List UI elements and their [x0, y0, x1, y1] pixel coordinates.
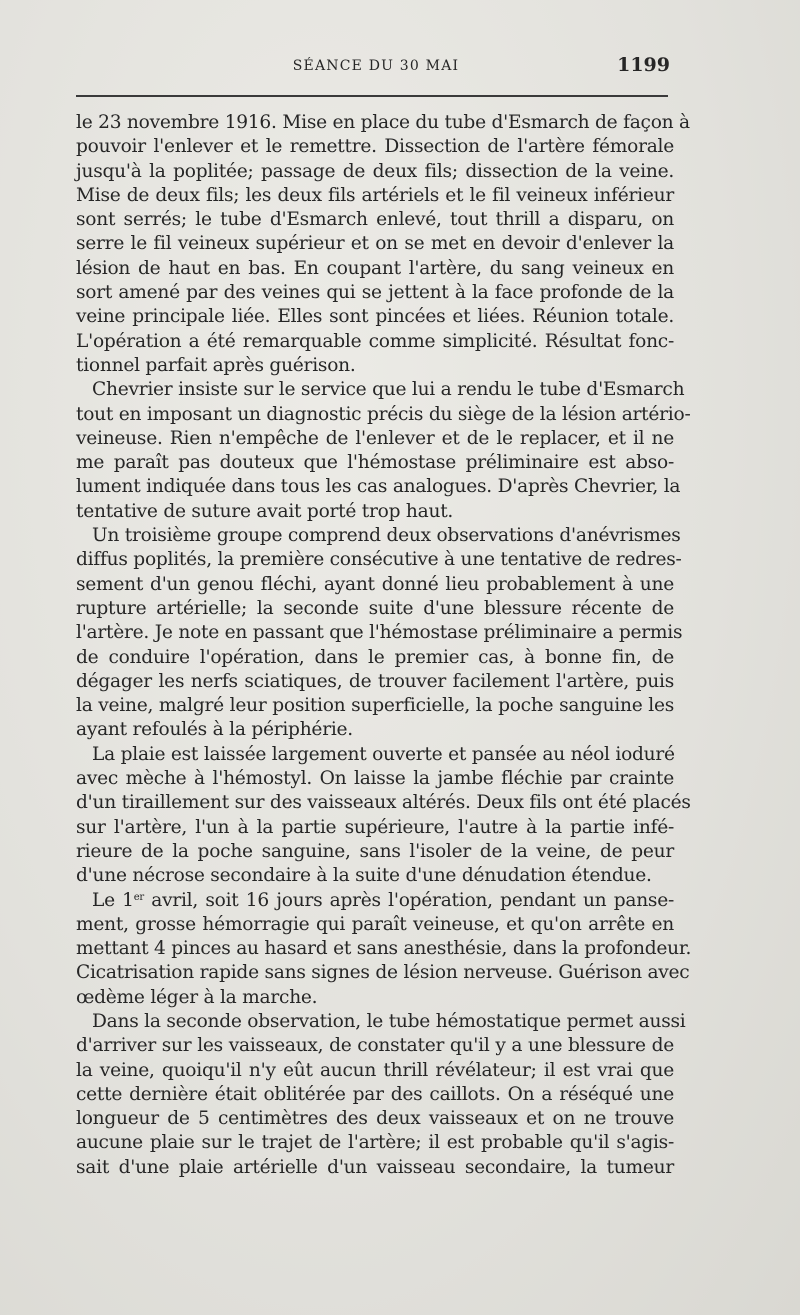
- text-line: veineuse. Rien n'empêche de l'enlever et de le replacer, et il ne: [76, 427, 674, 449]
- text-line: rieure de la poche sanguine, sans l'isoler de la veine, de peur: [76, 840, 674, 862]
- text-line: d'arriver sur les vaisseaux, de constater qu'il y a une blessure de: [76, 1035, 674, 1057]
- text-line: sur l'artère, l'un à la partie supérieure, l'autre à la partie infé-: [76, 816, 674, 838]
- text-line: l'artère. Je note en passant que l'hémostase préliminaire a permis: [76, 622, 683, 644]
- text-line: lument indiquée dans tous les cas analogues. D'après Chevrier, la: [76, 476, 681, 498]
- text-line: Un troisième groupe comprend deux observations d'anévrismes: [92, 525, 681, 547]
- date-prefix: Le 1: [92, 889, 134, 911]
- text-line: Cicatrisation rapide sans signes de lésion nerveuse. Guérison avec: [76, 962, 690, 984]
- page-header: [76, 52, 676, 82]
- page-number: 1199: [617, 54, 670, 76]
- text-line: lésion de haut en bas. En coupant l'artère, du sang veineux en: [76, 257, 674, 279]
- text-line: sont serrés; le tube d'Esmarch enlevé, tout thrill a disparu, on: [76, 209, 674, 231]
- date-line: [76, 889, 674, 913]
- text-line: jusqu'à la poplitée; passage de deux fils; dissection de la veine.: [76, 160, 674, 182]
- text-line: La plaie est laissée largement ouverte et pansée au néol ioduré: [92, 743, 675, 765]
- text-line: dégager les nerfs sciatiques, de trouver facilement l'artère, puis: [76, 670, 674, 692]
- text-line: tionnel parfait après guérison.: [76, 354, 356, 376]
- text-line: mettant 4 pinces au hasard et sans anesthésie, dans la profondeur.: [76, 938, 692, 960]
- text-line: d'une nécrose secondaire à la suite d'une dénudation étendue.: [76, 865, 652, 887]
- text-line: œdème léger à la marche.: [76, 986, 318, 1008]
- text-line: tout en imposant un diagnostic précis du siège de la lésion artério-: [76, 403, 691, 425]
- text-line: L'opération a été remarquable comme simplicité. Résultat fonc-: [76, 330, 674, 352]
- body-text: [76, 111, 692, 1180]
- text-line: tentative de suture avait porté trop haut.: [76, 500, 454, 522]
- text-line: serre le fil veineux supérieur et on se met en devoir d'enlever la: [76, 233, 674, 255]
- text-line: me paraît pas douteux que l'hémostase préliminaire est abso-: [76, 452, 674, 474]
- text-line: sort amené par des veines qui se jettent à la face profonde de la: [76, 282, 674, 304]
- text-line: cette dernière était oblitérée par des caillots. On a réséqué une: [76, 1083, 674, 1105]
- text-line: longueur de 5 centimètres des deux vaisseaux et on ne trouve: [76, 1108, 674, 1130]
- text-line: de conduire l'opération, dans le premier cas, à bonne fin, de: [76, 646, 674, 668]
- text-line: ment, grosse hémorragie qui paraît veineuse, et qu'on arrête en: [76, 913, 674, 935]
- text-line: la veine, quoiqu'il n'y eût aucun thrill révélateur; il est vrai que: [76, 1059, 674, 1081]
- running-title: SÉANCE DU 30 MAI: [292, 58, 460, 74]
- text-line: rupture artérielle; la seconde suite d'une blessure récente de: [76, 597, 674, 619]
- text-line: pouvoir l'enlever et le remettre. Dissection de l'artère fémorale: [76, 136, 674, 158]
- header-rule: [76, 95, 668, 97]
- text-line: avec mèche à l'hémostyl. On laisse la jambe fléchie par crainte: [76, 768, 674, 790]
- text-line: diffus poplités, la première consécutive à une tentative de redres-: [76, 549, 682, 571]
- text-line: d'un tiraillement sur des vaisseaux altérés. Deux fils ont été placés: [76, 792, 691, 814]
- text-line: le 23 novembre 1916. Mise en place du tube d'Esmarch de façon à: [76, 112, 690, 133]
- text-line: la veine, malgré leur position superficielle, la poche sanguine les: [76, 695, 674, 717]
- text-line: Dans la seconde observation, le tube hémostatique permet aussi: [92, 1010, 686, 1032]
- date-line-text: avril, soit 16 jours après l'opération, pendant un panse-: [151, 889, 674, 911]
- text-line: ayant refoulés à la périphérie.: [76, 719, 353, 741]
- date-superscript: er: [133, 891, 144, 903]
- text-line: aucune plaie sur le trajet de l'artère; il est probable qu'il s'agis-: [76, 1132, 674, 1154]
- text-line: sait d'une plaie artérielle d'un vaisseau secondaire, la tumeur: [76, 1156, 674, 1178]
- text-line: Mise de deux fils; les deux fils artériels et le fil veineux inférieur: [76, 184, 674, 206]
- text-line: sement d'un genou fléchi, ayant donné lieu probablement à une: [76, 573, 674, 595]
- text-line: veine principale liée. Elles sont pincées et liées. Réunion totale.: [76, 306, 674, 328]
- text-line: Chevrier insiste sur le service que lui a rendu le tube d'Esmarch: [92, 379, 685, 401]
